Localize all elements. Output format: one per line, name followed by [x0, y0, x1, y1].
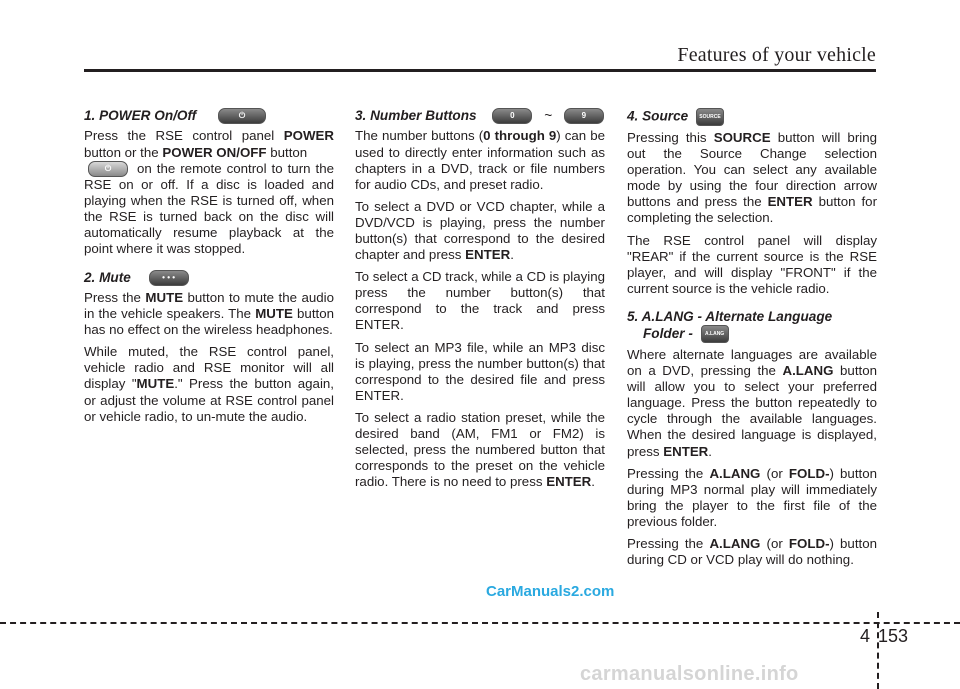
heading-source-text: 4. Source: [627, 108, 689, 124]
mute-paragraph-2: While muted, the RSE control panel, vehicle radio and RSE monitor will all display "MUTE." Press the button again, or adjust the volume at RSE control panel or vehicle radio, to un-mute the audio.: [84, 344, 334, 424]
heading-alang-text-2: Folder -: [643, 325, 693, 341]
alang-paragraph-2: Pressing the A.LANG (or FOLD-) button during MP3 normal play will immediately bring the player to the first file of the previous folder.: [627, 465, 878, 529]
heading-source: [627, 108, 877, 126]
heading-power: [84, 108, 334, 124]
source-paragraph-2: The RSE control panel will display "REAR" if the current source is the RSE player, and will display "FRONT" if the current source is the vehicle radio.: [627, 232, 877, 296]
section-title: Features of your vehicle: [677, 44, 876, 66]
footer-rule: [0, 622, 960, 624]
number-paragraph-5: To select a radio station preset, while the desired band (AM, FM1 or FM2) is selected, press the numbered button that corresponds to the preset on the vehicle radio. There is no need to press ENTER.: [355, 409, 605, 490]
mute-paragraph-1: Press the MUTE button to mute the audio in the vehicle speakers. The MUTE button has no effect on the wireless headphones.: [84, 289, 334, 338]
heading-power-text: 1. POWER On/Off: [84, 108, 197, 123]
heading-alang: [627, 309, 877, 343]
alang-button-image: A.LANG: [701, 325, 729, 343]
number-paragraph-1: The number buttons (0 through 9) can be used to directly enter information such as chapters in a DVD, track or file numbers for audio CDs, and preset radio.: [355, 128, 605, 192]
power-onoff-remote-button-image: [88, 161, 128, 177]
header-rule: [84, 69, 876, 72]
heading-alang-text-1: 5. A.LANG - Alternate Language: [627, 308, 833, 324]
number-paragraph-4: To select an MP3 file, while an MP3 disc is playing, press the number button(s) that correspond to the desired file and press ENTER.: [355, 339, 605, 403]
ellipsis-icon: • • •: [162, 272, 176, 282]
number-paragraph-3: To select a CD track, while a CD is playing press the number button(s) that correspond to the track and press ENTER.: [355, 269, 605, 333]
power-button-image: [218, 108, 266, 124]
page-number: [852, 626, 908, 647]
button-0-image: 0: [492, 108, 532, 124]
watermark-carmanuals2: CarManuals2.com: [486, 583, 615, 600]
number-paragraph-2: To select a DVD or VCD chapter, while a DVD/VCD is playing, press the number button(s) that correspond to the desired chapter and press ENTER.: [355, 198, 605, 263]
column-3: [627, 108, 877, 574]
column-2: [355, 108, 605, 496]
heading-number-buttons: [355, 108, 605, 124]
alang-paragraph-3: Pressing the A.LANG (or FOLD-) button during CD or VCD play will do nothing.: [627, 535, 878, 568]
column-1: [84, 108, 334, 431]
heading-number-text: 3. Number Buttons: [355, 108, 477, 123]
mute-button-image: [149, 270, 189, 286]
button-9-image: 9: [564, 108, 604, 124]
power-icon: ⏻: [104, 164, 112, 174]
watermark-carmanualsonline: carmanualsonline.info: [580, 663, 799, 685]
source-button-image: SOURCE: [696, 108, 724, 126]
heading-mute-text: 2. Mute: [84, 269, 131, 285]
power-paragraph: Press the RSE control panel POWER button or the POWER ON/OFF button ⏻ on the remote control to turn the RSE on or off. If a disc is loaded and playing when the RSE is turned off, when the RSE is turned back on the disc will automatically resume playback at the point where it was stopped.: [84, 128, 334, 257]
heading-mute: [84, 270, 334, 286]
footer-divider: [877, 612, 879, 689]
power-icon: ⏻: [238, 111, 246, 121]
page-number-value: 153: [877, 626, 908, 646]
chapter-number: 4: [859, 626, 870, 646]
tilde: ~: [544, 108, 553, 123]
alang-paragraph-1: Where alternate languages are available on a DVD, pressing the A.LANG button will allow you to select your preferred language. Press the button repeatedly to cycle through the available languages. When the desired language is displayed, press ENTER.: [627, 346, 877, 459]
source-paragraph-1: Pressing this SOURCE button will bring out the Source Change selection operation. You can select any available mode by using the four direction arrow buttons and press the ENTER button for completing the selection.: [627, 130, 877, 226]
